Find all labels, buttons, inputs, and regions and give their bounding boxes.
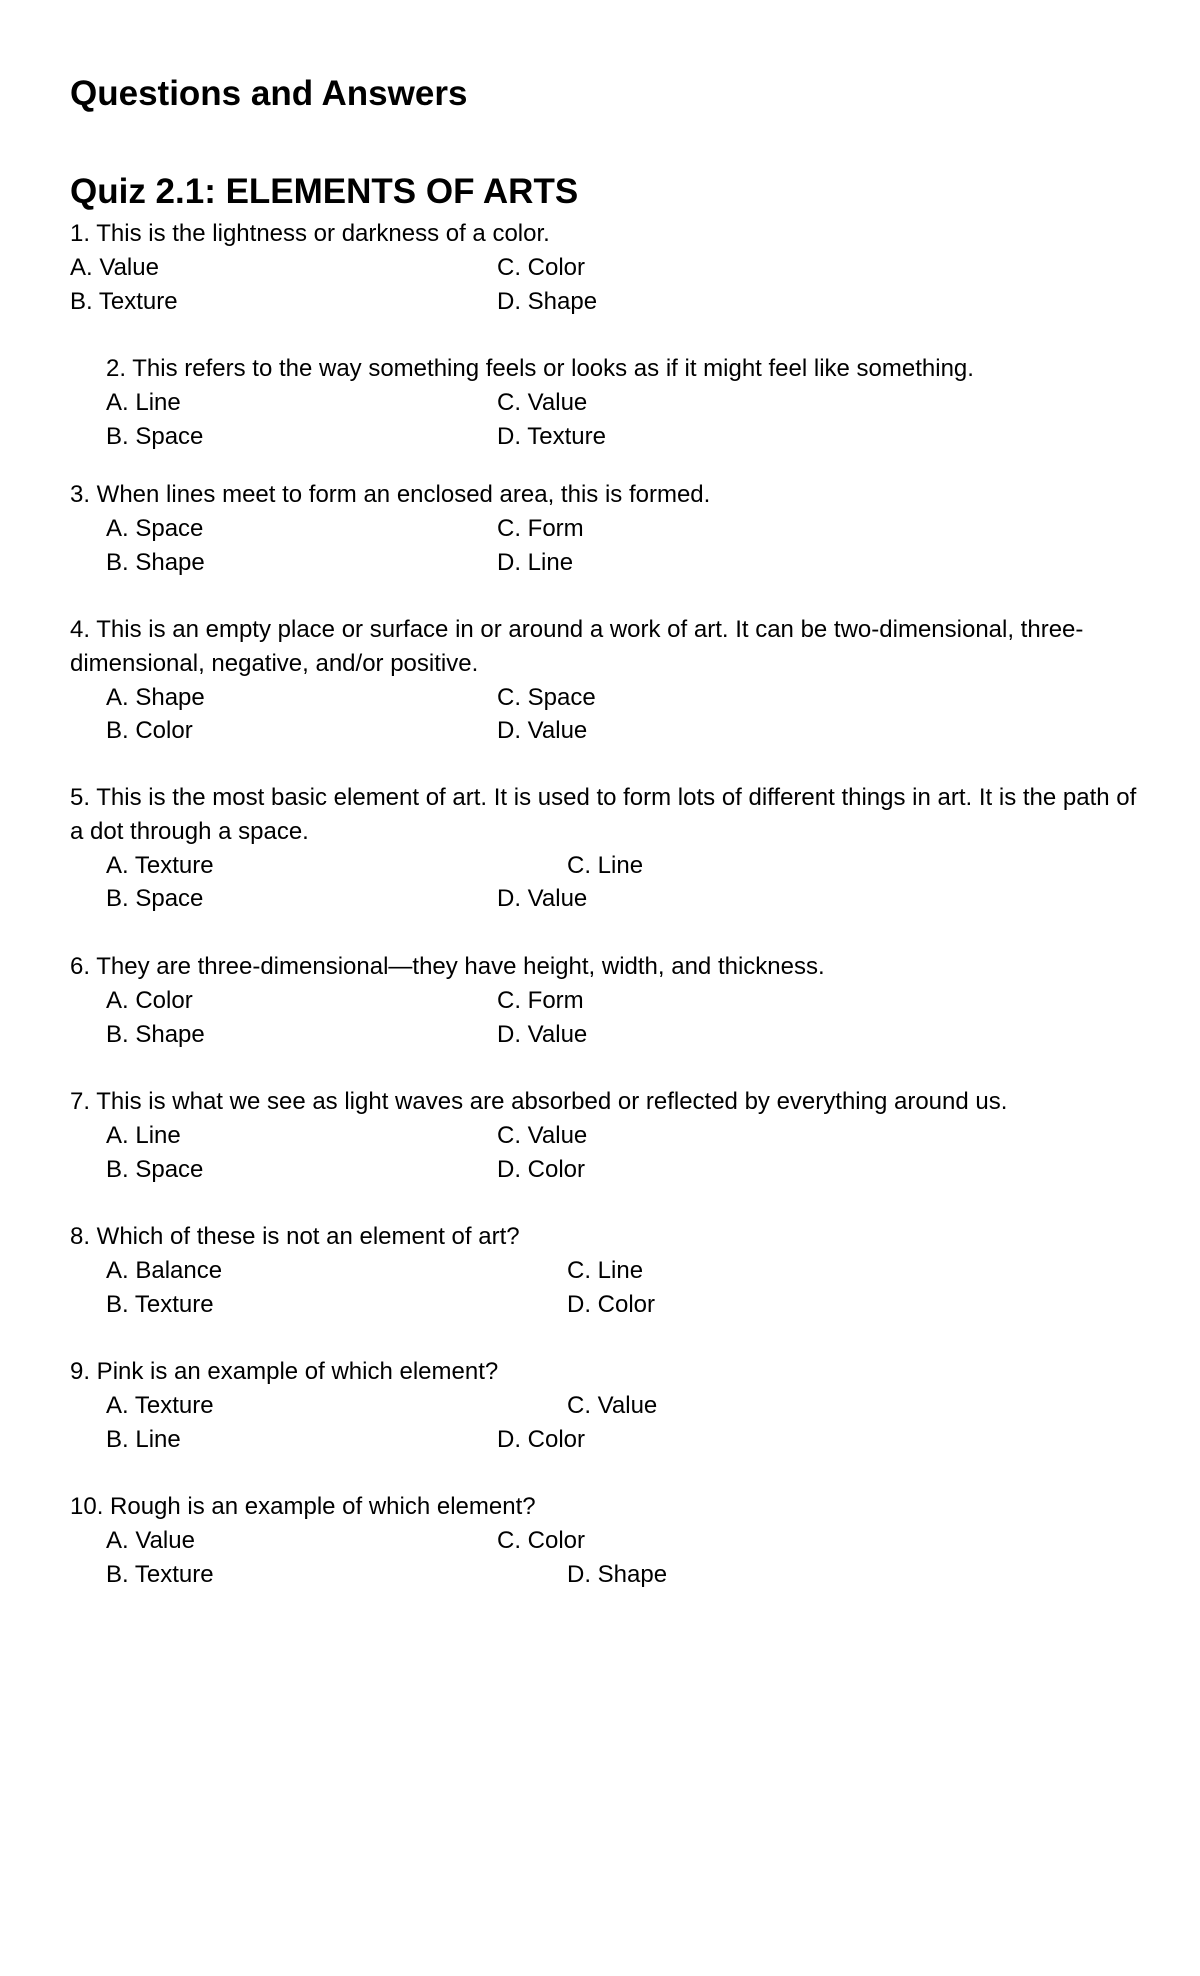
option-b: B. Texture bbox=[106, 1290, 214, 1318]
option-a: A. Value bbox=[70, 253, 159, 281]
question-3 bbox=[70, 478, 1150, 579]
option-d: D. Color bbox=[497, 1155, 586, 1183]
question-text: 10. Rough is an example of which element? bbox=[70, 1493, 536, 1520]
question-text: 5. This is the most basic element of art. It is used to form lots of different things in art. It is the path of a dot through a space. bbox=[70, 784, 1137, 845]
option-c: C. Form bbox=[497, 514, 584, 542]
option-c: C. Line bbox=[567, 1256, 644, 1284]
option-b: B. Shape bbox=[106, 548, 205, 576]
question-text: 6. They are three-dimensional—they have height, width, and thickness. bbox=[70, 953, 825, 980]
answer-options bbox=[70, 251, 1150, 319]
question-9 bbox=[70, 1355, 1150, 1456]
option-b: B. Texture bbox=[106, 1560, 214, 1588]
answer-options bbox=[70, 1389, 1150, 1457]
option-a: A. Shape bbox=[106, 683, 205, 711]
option-b: B. Space bbox=[106, 885, 204, 913]
option-a: A. Balance bbox=[106, 1256, 223, 1284]
question-1 bbox=[70, 217, 1150, 318]
option-b: B. Color bbox=[106, 717, 193, 745]
option-c: C. Form bbox=[497, 986, 584, 1014]
answer-options bbox=[70, 681, 1150, 749]
option-d: D. Value bbox=[497, 885, 588, 913]
option-d: D. Shape bbox=[497, 287, 598, 315]
option-b: B. Texture bbox=[70, 287, 178, 315]
option-a: A. Line bbox=[106, 388, 181, 416]
question-text: 9. Pink is an example of which element? bbox=[70, 1358, 499, 1385]
option-d: D. Color bbox=[497, 1425, 586, 1453]
answer-options bbox=[70, 1119, 1150, 1187]
option-b: B. Space bbox=[106, 422, 204, 450]
option-d: D. Value bbox=[497, 1020, 588, 1048]
option-b: B. Line bbox=[106, 1425, 181, 1453]
document-title: Questions and Answers bbox=[70, 74, 468, 113]
option-c: C. Value bbox=[567, 1391, 658, 1419]
question-8 bbox=[70, 1220, 1150, 1321]
option-d: D. Value bbox=[497, 717, 588, 745]
option-b: B. Space bbox=[106, 1155, 204, 1183]
option-d: D. Color bbox=[567, 1290, 656, 1318]
question-10 bbox=[70, 1490, 1150, 1591]
question-text: 3. When lines meet to form an enclosed area, this is formed. bbox=[70, 481, 711, 508]
answer-options bbox=[70, 984, 1150, 1052]
option-c: C. Line bbox=[567, 851, 644, 879]
option-a: A. Texture bbox=[106, 1391, 214, 1419]
question-7 bbox=[70, 1085, 1150, 1186]
question-text: 7. This is what we see as light waves are absorbed or reflected by everything around us. bbox=[70, 1088, 1008, 1115]
answer-options bbox=[70, 849, 1150, 917]
option-d: D. Line bbox=[497, 548, 574, 576]
option-c: C. Space bbox=[497, 683, 596, 711]
option-a: A. Value bbox=[106, 1526, 195, 1554]
question-4 bbox=[70, 613, 1150, 748]
answer-options bbox=[70, 1524, 1150, 1592]
option-a: A. Line bbox=[106, 1121, 181, 1149]
quiz-title: Quiz 2.1: ELEMENTS OF ARTS bbox=[70, 172, 579, 211]
option-c: C. Color bbox=[497, 253, 586, 281]
answer-options bbox=[106, 386, 1166, 454]
option-c: C. Color bbox=[497, 1526, 586, 1554]
question-text: 8. Which of these is not an element of art? bbox=[70, 1223, 520, 1250]
question-6 bbox=[70, 950, 1150, 1051]
answer-options bbox=[70, 1254, 1150, 1322]
option-a: A. Space bbox=[106, 514, 204, 542]
answer-options bbox=[70, 512, 1150, 580]
question-2 bbox=[106, 352, 1166, 453]
option-b: B. Shape bbox=[106, 1020, 205, 1048]
option-c: C. Value bbox=[497, 1121, 588, 1149]
option-a: A. Color bbox=[106, 986, 193, 1014]
question-5 bbox=[70, 781, 1150, 916]
question-text: 1. This is the lightness or darkness of a color. bbox=[70, 220, 550, 247]
option-c: C. Value bbox=[497, 388, 588, 416]
option-a: A. Texture bbox=[106, 851, 214, 879]
question-text: 2. This refers to the way something feels or looks as if it might feel like something. bbox=[106, 355, 974, 382]
option-d: D. Shape bbox=[567, 1560, 668, 1588]
question-text: 4. This is an empty place or surface in or around a work of art. It can be two-dimensional, three-dimensional, negative, and/or positive. bbox=[70, 616, 1084, 677]
option-d: D. Texture bbox=[497, 422, 606, 450]
